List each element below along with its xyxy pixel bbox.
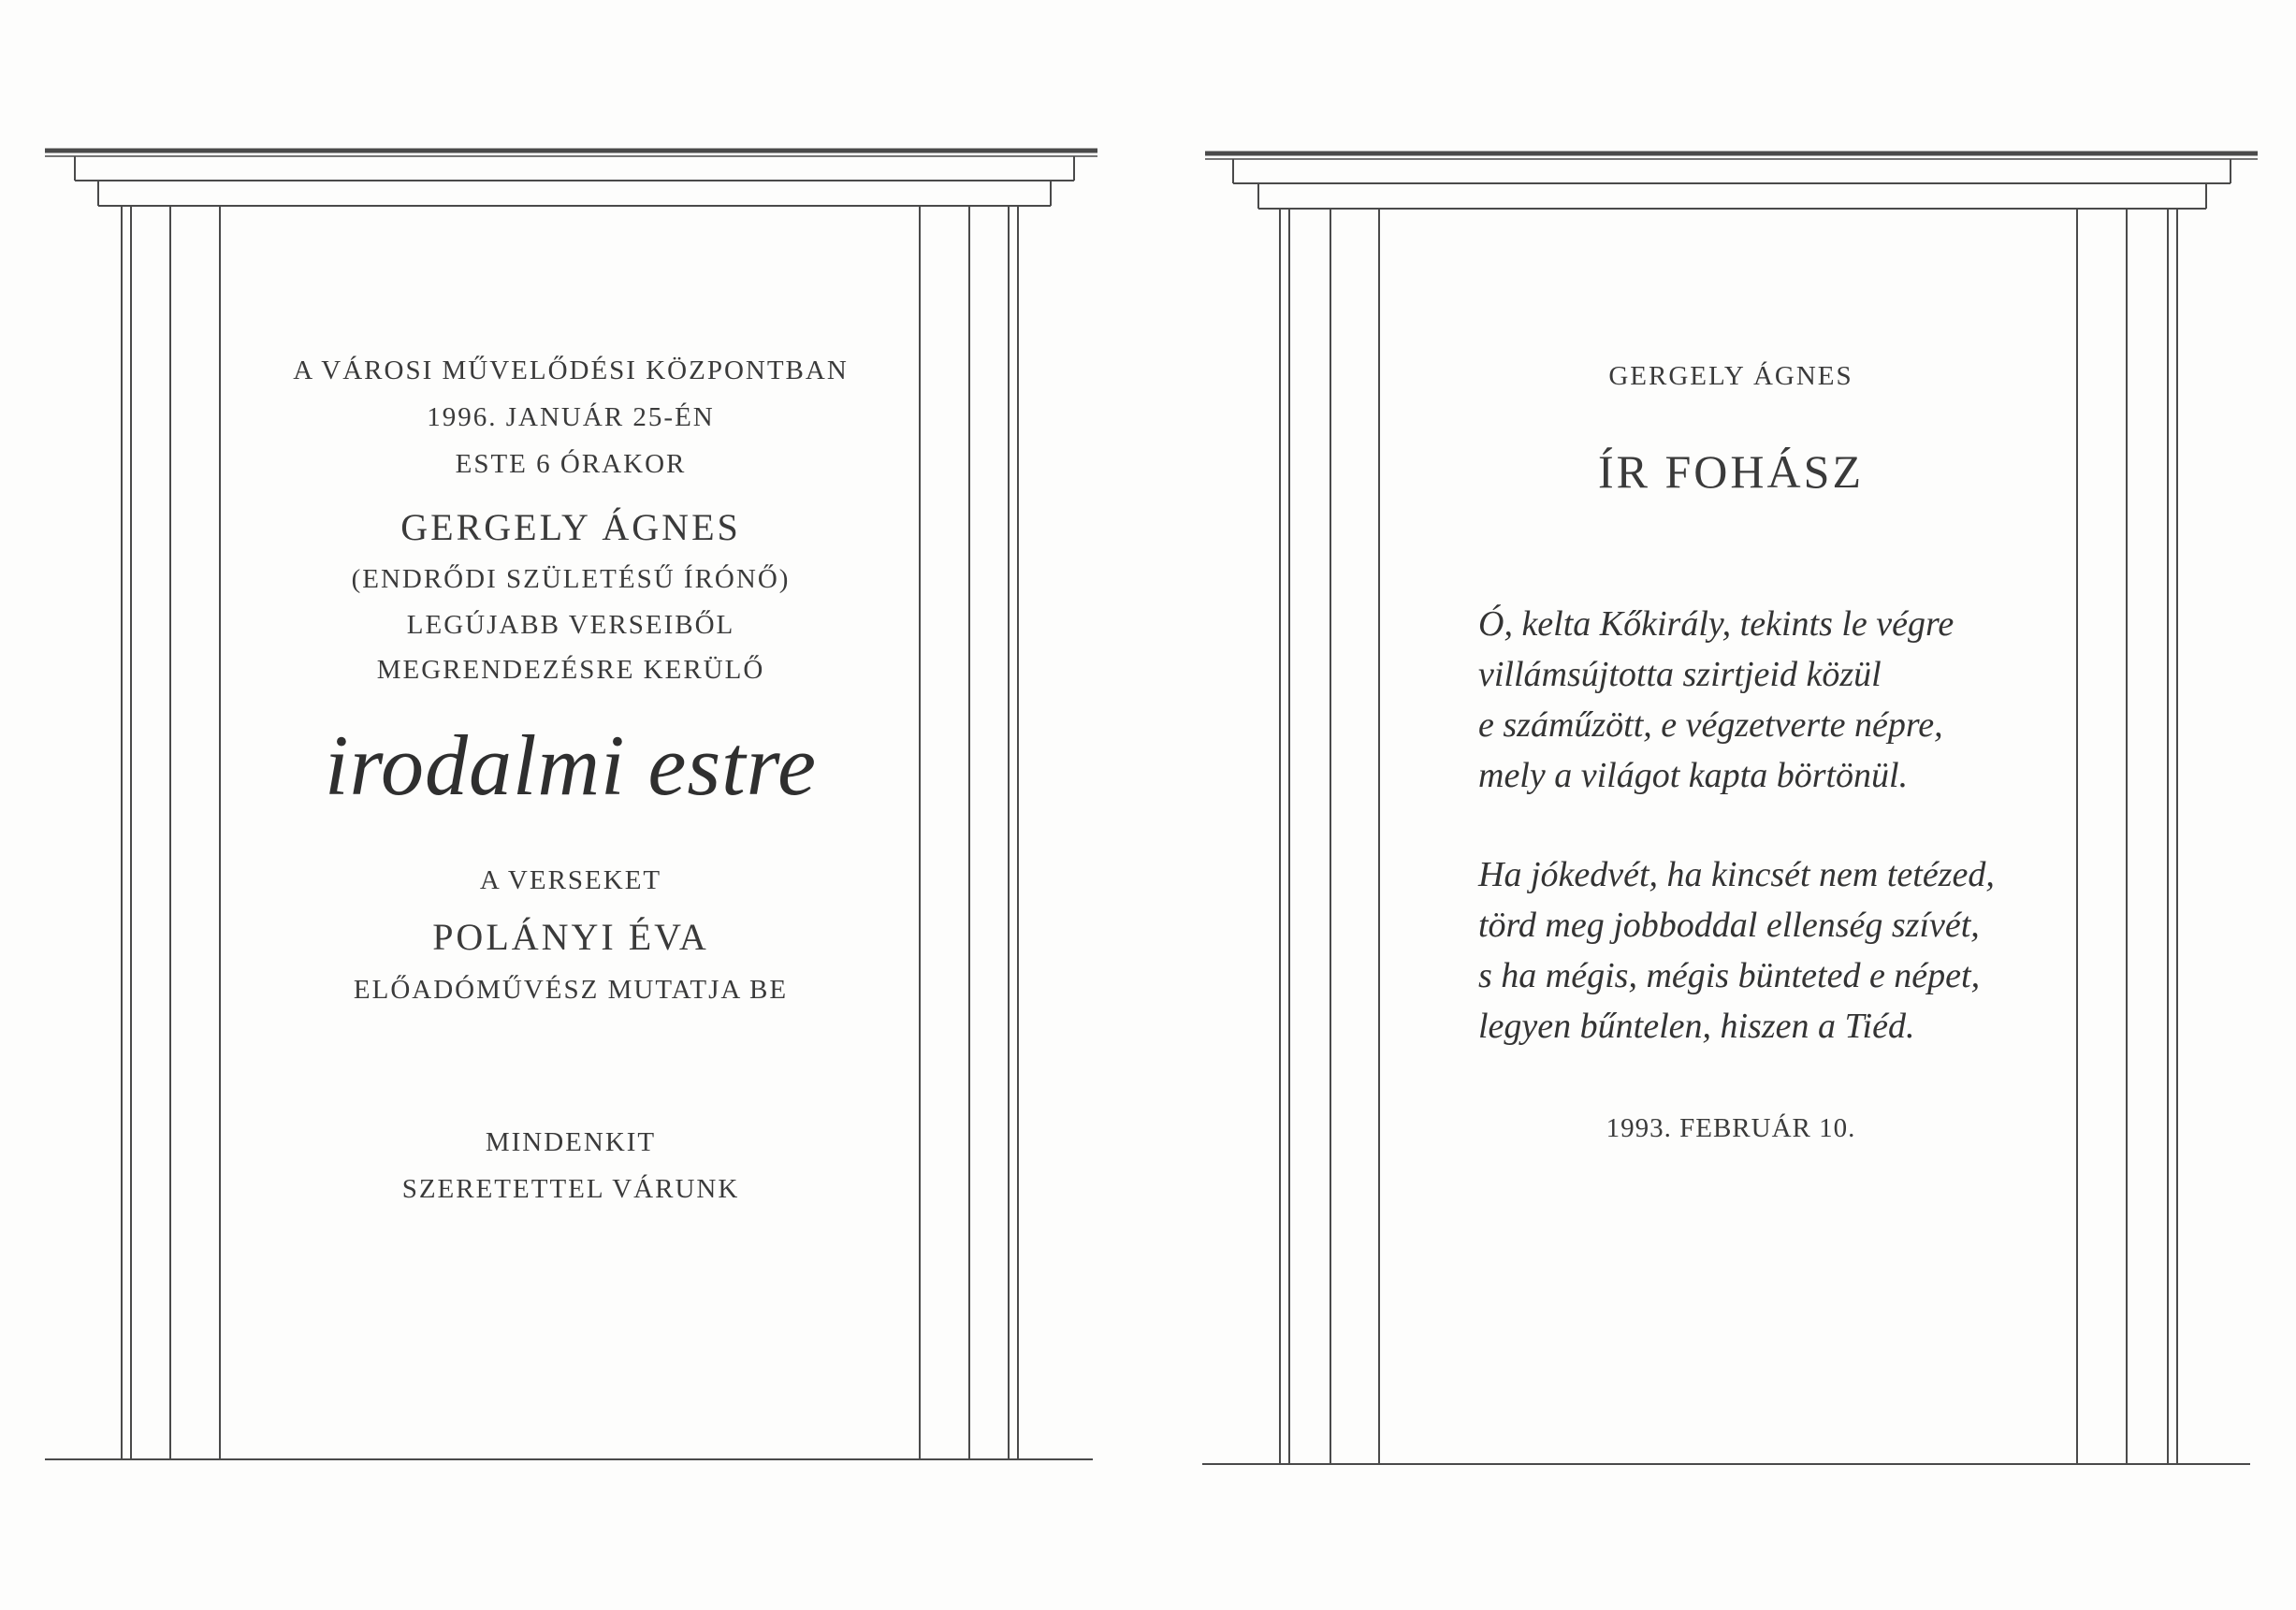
performer-intro: A VERSEKET bbox=[479, 865, 662, 895]
performer-name: POLÁNYI ÉVA bbox=[432, 916, 709, 958]
poem-line: legyen bűntelen, hiszen a Tiéd. bbox=[1478, 1007, 1915, 1046]
poem-line: Ó, kelta Kőkirály, tekints le végre bbox=[1478, 604, 1955, 644]
event-title: irodalmi estre bbox=[325, 718, 817, 813]
poem-line: e száműzött, e végzetverte népre, bbox=[1478, 705, 1943, 745]
invitation-page bbox=[220, 0, 922, 1610]
poem-line: s ha mégis, mégis bünteted e népet, bbox=[1478, 956, 1981, 995]
poem-line: Ha jókedvét, ha kincsét nem tetézed, bbox=[1478, 855, 1995, 894]
closing-line-2: SZERETETTEL VÁRUNK bbox=[401, 1174, 740, 1204]
poem-date: 1993. FEBRUÁR 10. bbox=[1606, 1113, 1856, 1143]
poem-line: mely a világot kapta börtönül. bbox=[1478, 756, 1909, 795]
performer-role: ELŐADÓMŰVÉSZ MUTATJA BE bbox=[353, 975, 789, 1005]
time-line: ESTE 6 ÓRAKOR bbox=[455, 449, 687, 479]
poem-date-wrap bbox=[1380, 1113, 2082, 1144]
poem-stanza-2 bbox=[1478, 849, 1995, 1052]
poem-line: villámsújtotta szirtjeid közül bbox=[1478, 655, 1882, 694]
closing-line-1: MINDENKIT bbox=[485, 1127, 657, 1157]
venue-line: A VÁROSI MŰVELŐDÉSI KÖZPONTBAN bbox=[293, 355, 849, 385]
poem-page bbox=[1380, 0, 2082, 1610]
poem-line: törd meg jobboddal ellenség szívét, bbox=[1478, 906, 1980, 945]
poem-stanza-1 bbox=[1478, 599, 1954, 801]
author-name: GERGELY ÁGNES bbox=[400, 506, 741, 548]
poem-author: GERGELY ÁGNES bbox=[1608, 361, 1853, 391]
event-intro-line: MEGRENDEZÉSRE KERÜLŐ bbox=[376, 655, 765, 685]
author-note: (ENDRŐDI SZÜLETÉSŰ ÍRÓNŐ) bbox=[351, 564, 791, 594]
poem-title: ÍR FOHÁSZ bbox=[1598, 445, 1864, 498]
collection-line: LEGÚJABB VERSEIBŐL bbox=[406, 610, 735, 640]
date-line: 1996. JANUÁR 25-ÉN bbox=[427, 402, 715, 432]
